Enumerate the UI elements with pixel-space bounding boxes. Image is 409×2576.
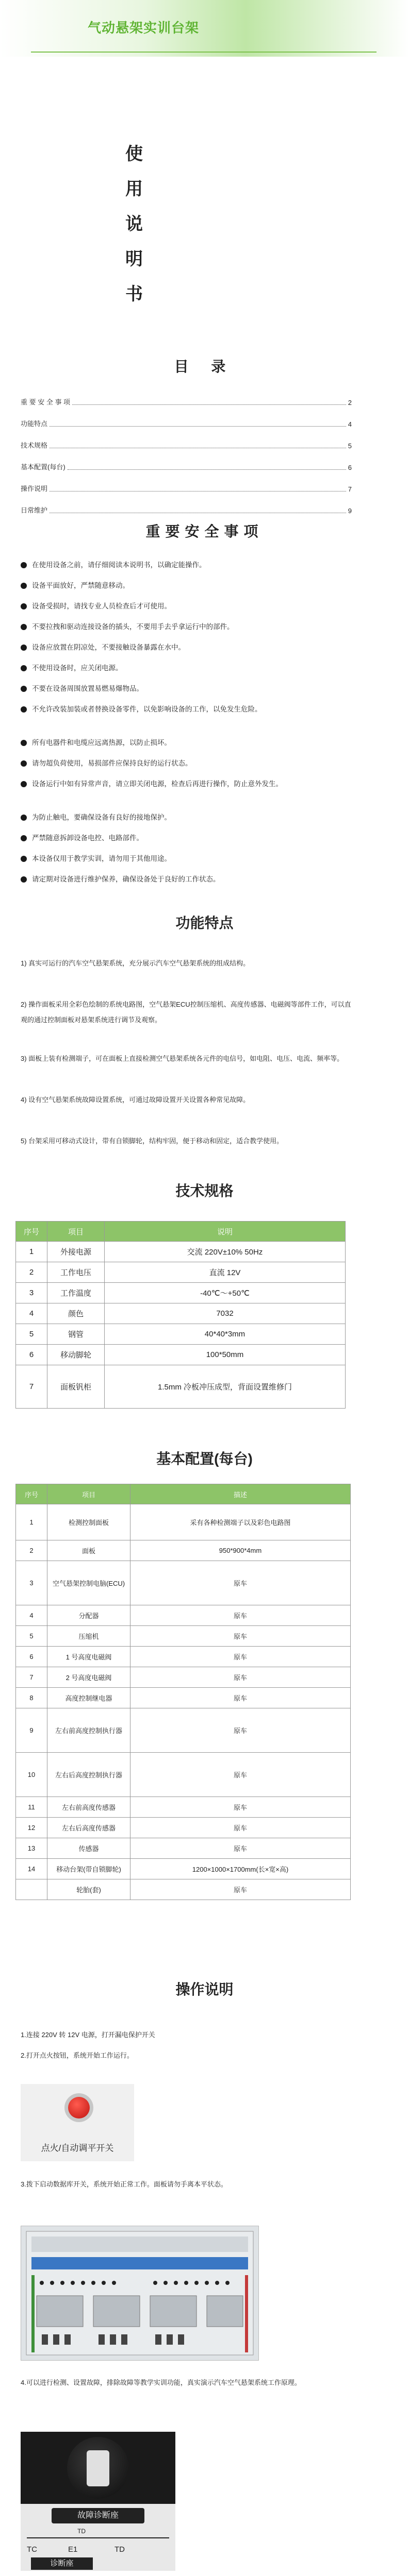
features-para: 2) 操作面板采用全彩色绘制的系统电路图，空气悬架ECU控制压缩机、高度传感器、电磁阀等部件工作，可以直观的通过控制面板对悬架系统进行调节及观察。: [21, 1001, 351, 1024]
toc-label: 功能特点: [21, 420, 48, 428]
toc-label: 重 要 安 全 事 项: [21, 398, 71, 406]
features-para: 5) 台架采用可移动式设计，带有自锁脚轮，结构牢固，便于移动和固定，适合教学使用。: [21, 1137, 284, 1145]
toc-page: 7: [348, 485, 352, 493]
safety-item: 为防止触电，要确保设备有良好的接地保护。: [21, 811, 356, 824]
toc-label: 基本配置(每台): [21, 463, 66, 471]
safety-item: 不使用设备时，应关闭电源。: [21, 662, 356, 674]
header-divider: [31, 52, 377, 53]
toc-label: 操作说明: [21, 485, 48, 493]
operation-title: 操作说明: [175, 1981, 234, 1997]
table-row: 4 颜色 7032: [16, 1303, 346, 1324]
toc-page: 6: [348, 464, 352, 471]
safety-item: 请勿超负荷使用，易损部件应保持良好的运行状态。: [21, 757, 356, 770]
config-table: [15, 1484, 351, 1900]
cover-char: 明: [125, 249, 143, 269]
toc-page: 2: [348, 399, 352, 406]
table-header: 描述: [130, 1484, 351, 1504]
cover-char: 使: [125, 144, 143, 164]
knob-grip: [87, 2450, 109, 2486]
table-row: 6 1 号高度电磁阀 原车: [16, 1647, 351, 1667]
toc-item[interactable]: [21, 418, 352, 428]
safety-item: 不要在设备周围放置易燃易爆物品。: [21, 683, 356, 695]
table-row: 2 面板 950*900*4mm: [16, 1540, 351, 1561]
table-row: 2 工作电压 直流 12V: [16, 1262, 346, 1283]
toc-title: 目 录: [174, 359, 235, 375]
diagnostic-bottom-label: 诊断座: [31, 2557, 93, 2570]
features-para: 3) 面板上装有检测端子，可在面板上直接检测空气悬架系统各元件的电信号，如电阻、电压、电流、频率等。: [21, 1055, 344, 1062]
specs-table: [15, 1221, 346, 1409]
table-row: 1 外接电源 交流 220V±10% 50Hz: [16, 1242, 346, 1262]
operation-step: 1.连接 220V 转 12V 电源，打开漏电保护开关: [21, 2031, 155, 2039]
safety-item: 不允许改装加装或者替换设备零件，以免影响设备的工作，以免发生危险。: [21, 703, 356, 716]
toc-item[interactable]: [21, 440, 352, 450]
toc-label: 技术规格: [21, 442, 48, 449]
safety-item: 设备受损时，请找专业人员检查后才可使用。: [21, 600, 356, 613]
cover-char: 用: [125, 179, 143, 199]
pin-label: TD: [77, 2528, 86, 2535]
toc-page: 5: [348, 442, 352, 450]
safety-item: 所有电器件和电缆应远离热源，以防止损坏。: [21, 737, 356, 749]
table-row: 10 左右后高度控制执行器 原车: [16, 1753, 351, 1797]
table-row: 轮胎(套) 原车: [16, 1879, 351, 1900]
safety-item: 设备运行中如有异常声音，请立即关闭电源，检查后再进行操作，防止意外发生。: [21, 778, 356, 790]
toc-page: 4: [348, 420, 352, 428]
operation-step: 3.拨下启动数据库开关，系统开始正常工作。面板请勿手离本平状态。: [21, 2180, 227, 2188]
pin-label: TC: [27, 2545, 37, 2554]
specs-title: 技术规格: [175, 1183, 234, 1199]
table-row: 7 面板钒柜 1.5mm 冷板冲压成型，背面设置维修门: [16, 1365, 346, 1409]
table-row: 4 分配器 原车: [16, 1605, 351, 1626]
table-row: 14 移动台架(带自锁脚轮) 1200×1000×1700mm(长×宽×高): [16, 1859, 351, 1879]
table-row: 12 左右后高度传感器 原车: [16, 1818, 351, 1838]
cover-title: [124, 137, 144, 312]
safety-item: 设备应放置在阴凉处，不要接触设备暴露在水中。: [21, 641, 356, 654]
config-title: 基本配置(每台): [156, 1451, 253, 1467]
table-row: 8 高度控制继电器 原车: [16, 1688, 351, 1708]
cover-char: 说: [125, 214, 143, 234]
table-row: 6 移动脚轮 100*50mm: [16, 1345, 346, 1365]
features-title: 功能特点: [175, 915, 234, 931]
toc-item[interactable]: [21, 505, 352, 515]
table-row: 11 左右前高度传感器 原车: [16, 1797, 351, 1818]
pin-label: TD: [114, 2545, 125, 2554]
features-para: 4) 设有空气悬架系统故障设置系统，可通过故障设置开关设置各种常见故障。: [21, 1096, 250, 1104]
pin-label: E1: [68, 2545, 78, 2554]
table-header: 说明: [105, 1222, 346, 1242]
control-panel-graphic: [21, 2226, 258, 2360]
diagnostic-connector-photo: [21, 2432, 175, 2571]
diagnostic-title: 故障诊断座: [52, 2508, 144, 2523]
table-row: 3 空气悬架控制电脑(ECU) 原车: [16, 1561, 351, 1605]
toc-page: 9: [348, 507, 352, 515]
table-header: 序号: [16, 1222, 47, 1242]
table-header: 项目: [47, 1222, 105, 1242]
table-header: 序号: [16, 1484, 47, 1504]
toc-label: 日常维护: [21, 506, 48, 514]
toc-item[interactable]: [21, 397, 352, 406]
safety-item: 在使用设备之前，请仔细阅读本说明书，以确定能操作。: [21, 559, 356, 571]
control-panel-photo: [21, 2226, 259, 2361]
ignition-button: [68, 2097, 90, 2119]
operation-step: 2.打开点火按钮，系统开始工作运行。: [21, 2052, 134, 2059]
table-row: 5 压缩机 原车: [16, 1626, 351, 1647]
safety-item: 请定期对设备进行维护保养，确保设备处于良好的工作状态。: [21, 873, 356, 886]
table-row: 13 传感器 原车: [16, 1838, 351, 1859]
header-title: 气动悬架实训台架: [88, 20, 200, 36]
operation-step: 4.可以进行检测、设置故障，排除故障等教学实训功能，真实演示汽车空气悬架系统工作原理。: [21, 2379, 301, 2386]
safety-item: 设备平面放好，严禁随意移动。: [21, 580, 356, 592]
table-row: 1 检测控制面板 采有各种检测端子以及彩色电路图: [16, 1504, 351, 1540]
header-band: [0, 0, 409, 57]
cover-char: 书: [125, 284, 143, 304]
table-row: 7 2 号高度电磁阀 原车: [16, 1667, 351, 1688]
safety-item: 严禁随意拆卸设备电控、电路部件。: [21, 832, 356, 844]
ignition-switch-photo: [21, 2084, 134, 2161]
table-row: 9 左右前高度控制执行器 原车: [16, 1708, 351, 1753]
toc-item[interactable]: [21, 462, 352, 471]
table-row: 3 工作温度 -40℃～+50℃: [16, 1283, 346, 1303]
safety-item: 本设备仅用于教学实训，请勿用于其他用途。: [21, 853, 356, 865]
features-para: 1) 真实可运行的汽车空气悬架系统，充分展示汽车空气悬架系统的组成结构。: [21, 959, 250, 967]
ignition-label: 点火/自动调平开关: [41, 2143, 114, 2153]
safety-title: 重要安全事项: [145, 523, 264, 539]
safety-item: 不要拉拽和驱动连接设备的插头，不要用手去乎拿运行中的部件。: [21, 621, 356, 633]
toc-item[interactable]: [21, 483, 352, 493]
table-header: 项目: [47, 1484, 130, 1504]
table-row: 5 钢管 40*40*3mm: [16, 1324, 346, 1345]
